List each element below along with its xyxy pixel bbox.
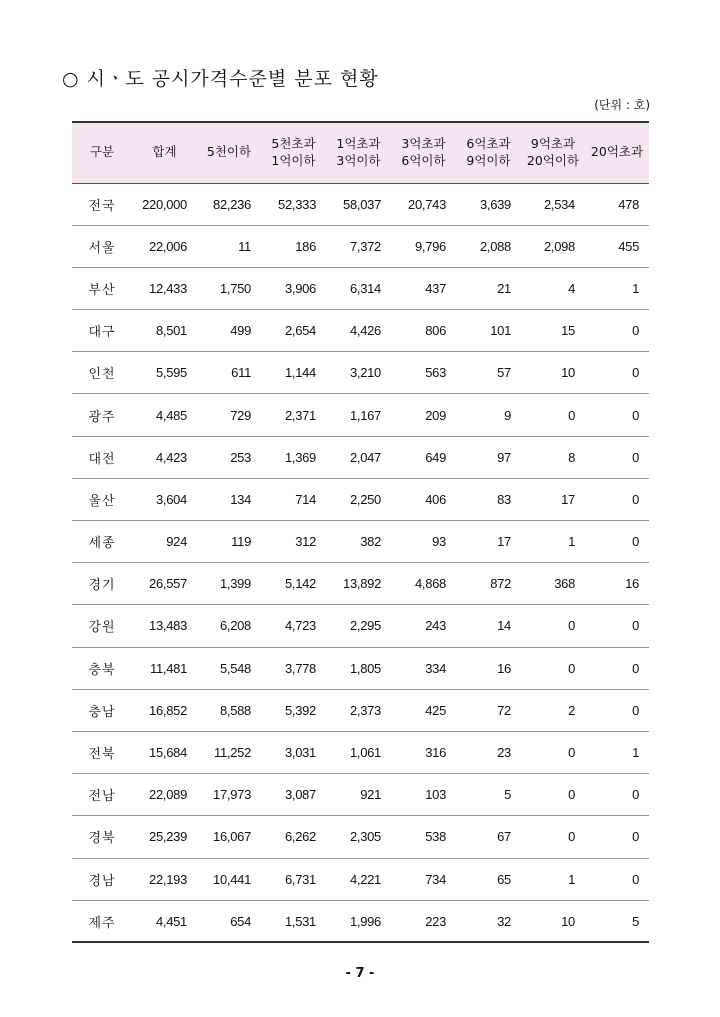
value-cell: 872 <box>456 563 521 605</box>
value-cell: 0 <box>521 816 585 858</box>
value-cell: 72 <box>456 689 521 731</box>
value-cell: 0 <box>585 310 649 352</box>
value-cell: 2,654 <box>261 310 326 352</box>
value-cell: 4,451 <box>132 900 197 942</box>
table-row <box>72 225 649 267</box>
value-cell: 10 <box>521 352 585 394</box>
value-cell: 253 <box>197 436 261 478</box>
value-cell: 65 <box>456 858 521 900</box>
value-cell: 9,796 <box>391 225 456 267</box>
value-cell: 734 <box>391 858 456 900</box>
value-cell: 22,006 <box>132 225 197 267</box>
value-cell: 11 <box>197 225 261 267</box>
value-cell: 16,852 <box>132 689 197 731</box>
value-cell: 0 <box>521 774 585 816</box>
value-cell: 3,778 <box>261 647 326 689</box>
value-cell: 4,485 <box>132 394 197 436</box>
value-cell: 186 <box>261 225 326 267</box>
table-row <box>72 436 649 478</box>
table-row <box>72 858 649 900</box>
value-cell: 220,000 <box>132 183 197 225</box>
table-row <box>72 563 649 605</box>
value-cell: 6,262 <box>261 816 326 858</box>
table-row <box>72 816 649 858</box>
value-cell: 57 <box>456 352 521 394</box>
value-cell: 32 <box>456 900 521 942</box>
value-cell: 82,236 <box>197 183 261 225</box>
region-cell: 인천 <box>72 352 132 394</box>
value-cell: 8,588 <box>197 689 261 731</box>
value-cell: 103 <box>391 774 456 816</box>
table-row <box>72 521 649 563</box>
region-cell: 경기 <box>72 563 132 605</box>
table-row <box>72 900 649 942</box>
region-cell: 충북 <box>72 647 132 689</box>
value-cell: 2 <box>521 689 585 731</box>
page-number: - 7 - <box>345 966 375 981</box>
value-cell: 16 <box>585 563 649 605</box>
value-cell: 5 <box>456 774 521 816</box>
value-cell: 806 <box>391 310 456 352</box>
region-cell: 경남 <box>72 858 132 900</box>
section-title: ○ 시ㆍ도 공시가격수준별 분포 현황 <box>62 68 379 90</box>
value-cell: 5,595 <box>132 352 197 394</box>
value-cell: 382 <box>326 521 391 563</box>
value-cell: 0 <box>521 731 585 773</box>
value-cell: 4,723 <box>261 605 326 647</box>
value-cell: 921 <box>326 774 391 816</box>
value-cell: 14 <box>456 605 521 647</box>
value-cell: 1,750 <box>197 267 261 309</box>
value-cell: 714 <box>261 478 326 520</box>
value-cell: 52,333 <box>261 183 326 225</box>
value-cell: 563 <box>391 352 456 394</box>
value-cell: 22,089 <box>132 774 197 816</box>
region-cell: 대전 <box>72 436 132 478</box>
region-cell: 대구 <box>72 310 132 352</box>
value-cell: 654 <box>197 900 261 942</box>
value-cell: 93 <box>391 521 456 563</box>
column-header: 구분 <box>72 122 132 183</box>
value-cell: 11,481 <box>132 647 197 689</box>
value-cell: 15,684 <box>132 731 197 773</box>
value-cell: 17,973 <box>197 774 261 816</box>
value-cell: 83 <box>456 478 521 520</box>
value-cell: 2,373 <box>326 689 391 731</box>
value-cell: 1,996 <box>326 900 391 942</box>
value-cell: 6,208 <box>197 605 261 647</box>
value-cell: 17 <box>456 521 521 563</box>
value-cell: 12,433 <box>132 267 197 309</box>
value-cell: 4,423 <box>132 436 197 478</box>
value-cell: 4 <box>521 267 585 309</box>
value-cell: 223 <box>391 900 456 942</box>
value-cell: 1 <box>585 731 649 773</box>
value-cell: 0 <box>521 647 585 689</box>
value-cell: 1 <box>521 521 585 563</box>
table-row <box>72 394 649 436</box>
table-row <box>72 267 649 309</box>
value-cell: 2,250 <box>326 478 391 520</box>
region-cell: 전북 <box>72 731 132 773</box>
value-cell: 9 <box>456 394 521 436</box>
column-header: 3억초과 6억이하 <box>391 122 456 183</box>
value-cell: 0 <box>585 521 649 563</box>
value-cell: 97 <box>456 436 521 478</box>
value-cell: 499 <box>197 310 261 352</box>
value-cell: 16,067 <box>197 816 261 858</box>
value-cell: 6,314 <box>326 267 391 309</box>
value-cell: 1 <box>585 267 649 309</box>
value-cell: 22,193 <box>132 858 197 900</box>
value-cell: 334 <box>391 647 456 689</box>
table-row <box>72 605 649 647</box>
table-row <box>72 731 649 773</box>
region-cell: 광주 <box>72 394 132 436</box>
region-cell: 서울 <box>72 225 132 267</box>
value-cell: 0 <box>585 774 649 816</box>
value-cell: 611 <box>197 352 261 394</box>
value-cell: 58,037 <box>326 183 391 225</box>
distribution-table <box>72 121 649 943</box>
region-cell: 부산 <box>72 267 132 309</box>
value-cell: 924 <box>132 521 197 563</box>
value-cell: 0 <box>585 436 649 478</box>
table-row <box>72 310 649 352</box>
value-cell: 0 <box>585 816 649 858</box>
value-cell: 0 <box>585 647 649 689</box>
value-cell: 10,441 <box>197 858 261 900</box>
value-cell: 13,483 <box>132 605 197 647</box>
value-cell: 3,210 <box>326 352 391 394</box>
table-row <box>72 478 649 520</box>
table-row <box>72 352 649 394</box>
value-cell: 649 <box>391 436 456 478</box>
column-header: 1억초과 3억이하 <box>326 122 391 183</box>
value-cell: 23 <box>456 731 521 773</box>
table-row <box>72 689 649 731</box>
column-header: 합계 <box>132 122 197 183</box>
region-cell: 제주 <box>72 900 132 942</box>
column-header: 6억초과 9억이하 <box>456 122 521 183</box>
region-cell: 경북 <box>72 816 132 858</box>
region-cell: 울산 <box>72 478 132 520</box>
value-cell: 368 <box>521 563 585 605</box>
value-cell: 2,295 <box>326 605 391 647</box>
table-row <box>72 183 649 225</box>
value-cell: 729 <box>197 394 261 436</box>
value-cell: 16 <box>456 647 521 689</box>
value-cell: 10 <box>521 900 585 942</box>
value-cell: 209 <box>391 394 456 436</box>
value-cell: 101 <box>456 310 521 352</box>
value-cell: 1,399 <box>197 563 261 605</box>
column-header: 5천이하 <box>197 122 261 183</box>
value-cell: 5 <box>585 900 649 942</box>
value-cell: 0 <box>521 394 585 436</box>
value-cell: 134 <box>197 478 261 520</box>
value-cell: 312 <box>261 521 326 563</box>
column-header: 9억초과 20억이하 <box>521 122 585 183</box>
value-cell: 0 <box>585 605 649 647</box>
table-row <box>72 774 649 816</box>
value-cell: 243 <box>391 605 456 647</box>
value-cell: 1,805 <box>326 647 391 689</box>
value-cell: 4,868 <box>391 563 456 605</box>
value-cell: 0 <box>521 605 585 647</box>
unit-label: (단위 : 호) <box>594 98 650 112</box>
value-cell: 2,534 <box>521 183 585 225</box>
value-cell: 15 <box>521 310 585 352</box>
value-cell: 7,372 <box>326 225 391 267</box>
value-cell: 1,531 <box>261 900 326 942</box>
region-cell: 전남 <box>72 774 132 816</box>
value-cell: 2,371 <box>261 394 326 436</box>
value-cell: 3,031 <box>261 731 326 773</box>
value-cell: 0 <box>585 352 649 394</box>
value-cell: 17 <box>521 478 585 520</box>
region-cell: 충남 <box>72 689 132 731</box>
value-cell: 0 <box>585 858 649 900</box>
value-cell: 4,426 <box>326 310 391 352</box>
value-cell: 437 <box>391 267 456 309</box>
value-cell: 2,098 <box>521 225 585 267</box>
value-cell: 1,369 <box>261 436 326 478</box>
value-cell: 455 <box>585 225 649 267</box>
value-cell: 21 <box>456 267 521 309</box>
value-cell: 5,142 <box>261 563 326 605</box>
value-cell: 25,239 <box>132 816 197 858</box>
table-row <box>72 647 649 689</box>
value-cell: 5,548 <box>197 647 261 689</box>
value-cell: 26,557 <box>132 563 197 605</box>
value-cell: 4,221 <box>326 858 391 900</box>
value-cell: 5,392 <box>261 689 326 731</box>
value-cell: 8 <box>521 436 585 478</box>
value-cell: 1 <box>521 858 585 900</box>
value-cell: 3,087 <box>261 774 326 816</box>
value-cell: 119 <box>197 521 261 563</box>
value-cell: 0 <box>585 478 649 520</box>
value-cell: 8,501 <box>132 310 197 352</box>
value-cell: 538 <box>391 816 456 858</box>
value-cell: 3,604 <box>132 478 197 520</box>
value-cell: 406 <box>391 478 456 520</box>
value-cell: 2,088 <box>456 225 521 267</box>
value-cell: 13,892 <box>326 563 391 605</box>
value-cell: 67 <box>456 816 521 858</box>
value-cell: 20,743 <box>391 183 456 225</box>
region-cell: 강원 <box>72 605 132 647</box>
value-cell: 6,731 <box>261 858 326 900</box>
value-cell: 3,639 <box>456 183 521 225</box>
value-cell: 1,061 <box>326 731 391 773</box>
value-cell: 1,167 <box>326 394 391 436</box>
value-cell: 478 <box>585 183 649 225</box>
value-cell: 1,144 <box>261 352 326 394</box>
region-cell: 세종 <box>72 521 132 563</box>
value-cell: 3,906 <box>261 267 326 309</box>
region-cell: 전국 <box>72 183 132 225</box>
table-header-row <box>72 122 649 183</box>
column-header: 5천초과 1억이하 <box>261 122 326 183</box>
value-cell: 2,305 <box>326 816 391 858</box>
value-cell: 0 <box>585 394 649 436</box>
value-cell: 11,252 <box>197 731 261 773</box>
value-cell: 425 <box>391 689 456 731</box>
value-cell: 2,047 <box>326 436 391 478</box>
value-cell: 316 <box>391 731 456 773</box>
column-header: 20억초과 <box>585 122 649 183</box>
value-cell: 0 <box>585 689 649 731</box>
